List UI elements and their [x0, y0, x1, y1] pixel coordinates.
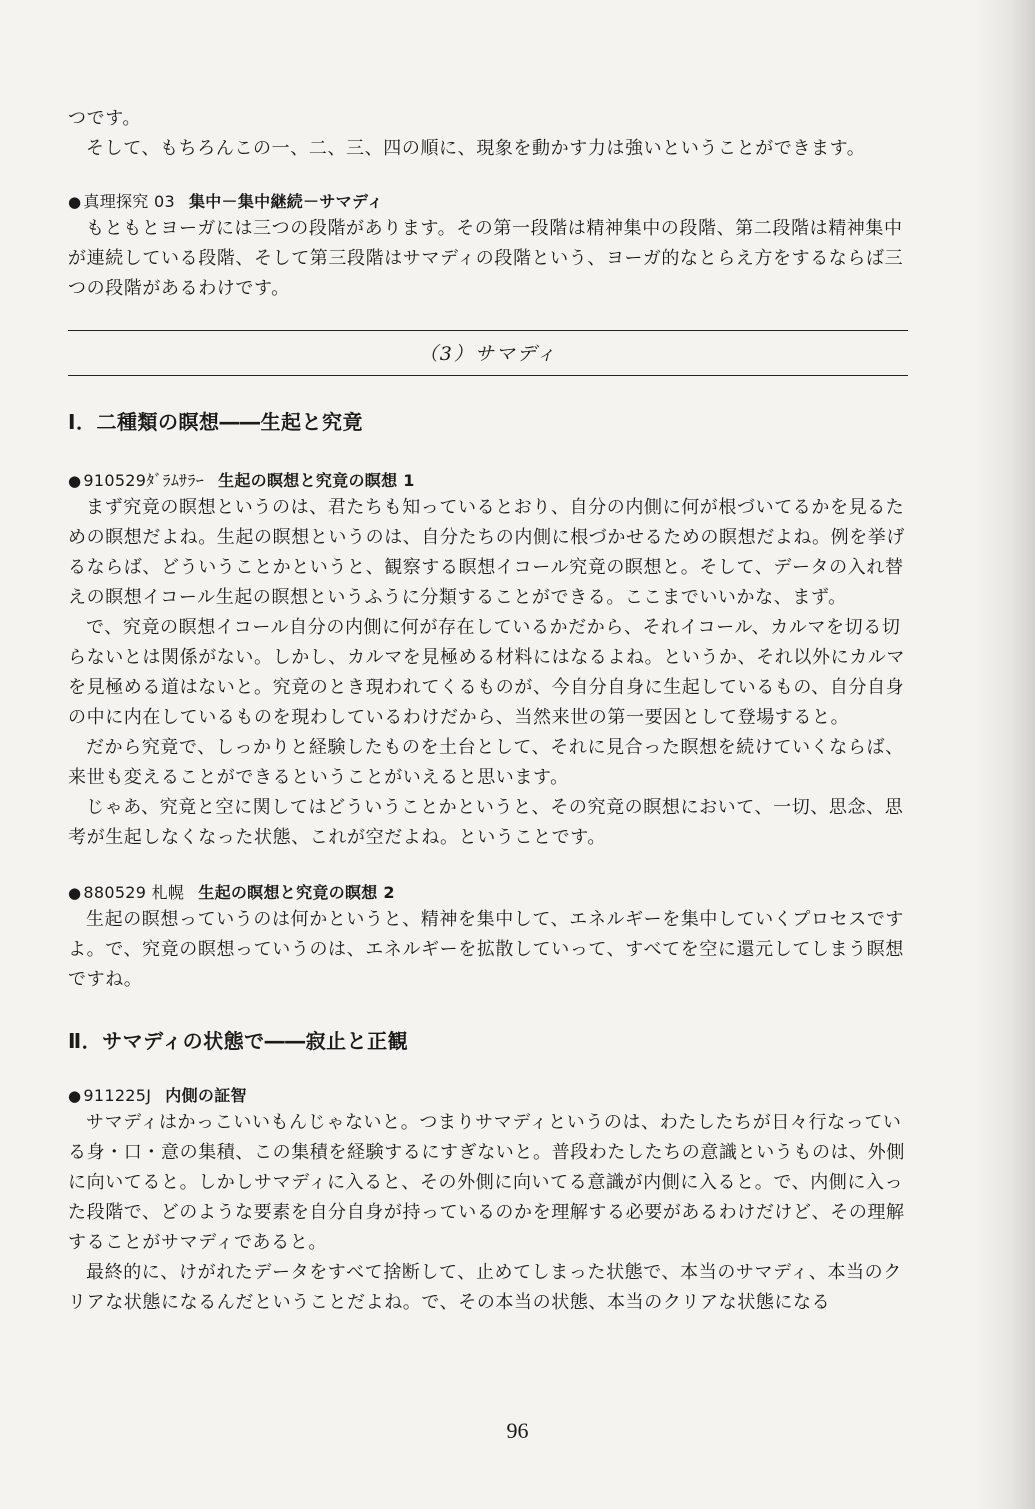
- page-gutter-shadow: [975, 0, 1035, 1509]
- block-911225-paragraph-1: サマディはかっこいいもんじゃないと。つまりサマディというのは、わたしたちが日々行なっている身・口・意の集積、この集積を経験するにすぎないと。普段わたしたちの意識というものは、外側に向いてると。しかしサマディに入ると、その外側に向いてる意識が内側に入ると。で、内側に入った段階で、どのような要素を自分自身が持っているのかを理解する必要があるわけだけど、その理解することがサマディであると。: [68, 1112, 905, 1253]
- source-code: 910529ﾀﾞﾗﾑｻﾗｰ: [83, 471, 205, 490]
- source-code: 880529 札幌: [83, 883, 185, 902]
- page-number: 96: [506, 1418, 529, 1443]
- bullet-icon: ●: [68, 1087, 82, 1105]
- subsection-heading-1: Ⅰ．二種類の瞑想――生起と究竟: [68, 410, 363, 434]
- source-heading-03: [68, 190, 908, 214]
- source-title: 集中－集中継続－サマディ: [188, 192, 384, 211]
- source-heading-910529: [68, 469, 908, 493]
- source-title: 内側の証智: [165, 1086, 247, 1105]
- source-code: 911225J: [83, 1086, 152, 1105]
- source-code: 真理探究 03: [83, 192, 175, 211]
- source-heading-880529: [68, 881, 908, 905]
- bullet-icon: ●: [68, 884, 82, 902]
- bullet-icon: ●: [68, 193, 82, 211]
- block-03-body: もともとヨーガには三つの段階があります。その第一段階は精神集中の段階、第二段階は精神集中が連続している段階、そして第三段階はサマディの段階という、ヨーガ的なとらえ方をするならば三つの段階があるわけです。: [68, 218, 904, 299]
- block-910529-paragraph-1: まず究竟の瞑想というのは、君たちも知っているとおり、自分の内側に何が根づいてるかを見るための瞑想だよね。生起の瞑想というのは、自分たちの内側に根づかせるための瞑想だよね。例を挙げるならば、どういうことかというと、観察する瞑想イコール究竟の瞑想と。そして、データの入れ替えの瞑想イコール生起の瞑想というふうに分類することができる。ここまでいいかな、まず。: [68, 497, 905, 608]
- section-heading-band: [68, 330, 908, 376]
- block-880529-paragraph-1: 生起の瞑想っていうのは何かというと、精神を集中して、エネルギーを集中していくプロセスですよ。で、究竟の瞑想っていうのは、エネルギーを拡散していって、すべてを空に還元してしまう瞑想ですね。: [68, 909, 905, 990]
- subsection-heading-2: Ⅱ．サマディの状態で――寂止と正観: [68, 1029, 409, 1053]
- block-910529-paragraph-2: で、究竟の瞑想イコール自分の内側に何が存在しているかだから、それイコール、カルマを切る切らないとは関係がない。しかし、カルマを見極める材料にはなるよね。というか、それ以外にカルマを見極める道はないと。究竟のとき現われてくるものが、今自分自身に生起しているもの、自分自身の中に内在しているものを現わしているわけだから、当然来世の第一要因として登場すると。: [68, 617, 905, 728]
- source-heading-911225: [68, 1084, 908, 1108]
- block-911225-paragraph-2: 最終的に、けがれたデータをすべて捨断して、止めてしまった状態で、本当のサマディ、本当のクリアな状態になるんだということだよね。で、その本当の状態、本当のクリアな状態になる: [68, 1262, 902, 1313]
- intro-line-1: つです。: [68, 108, 141, 129]
- source-title: 生起の瞑想と究竟の瞑想 2: [198, 883, 395, 902]
- section-title: （3）サマディ: [418, 343, 558, 365]
- block-910529-paragraph-3: だから究竟で、しっかりと経験したものを土台として、それに見合った瞑想を続けていくならば、来世も変えることができるということがいえると思います。: [68, 737, 904, 788]
- block-910529-paragraph-4: じゃあ、究竟と空に関してはどういうことかというと、その究竟の瞑想において、一切、思念、思考が生起しなくなった状態、これが空だよね。ということです。: [68, 797, 904, 848]
- bullet-icon: ●: [68, 472, 82, 490]
- page-content: [68, 104, 908, 1318]
- source-title: 生起の瞑想と究竟の瞑想 1: [218, 471, 415, 490]
- intro-line-2: そして、もちろんこの一、二、三、四の順に、現象を動かす力は強いということができます。: [86, 138, 866, 159]
